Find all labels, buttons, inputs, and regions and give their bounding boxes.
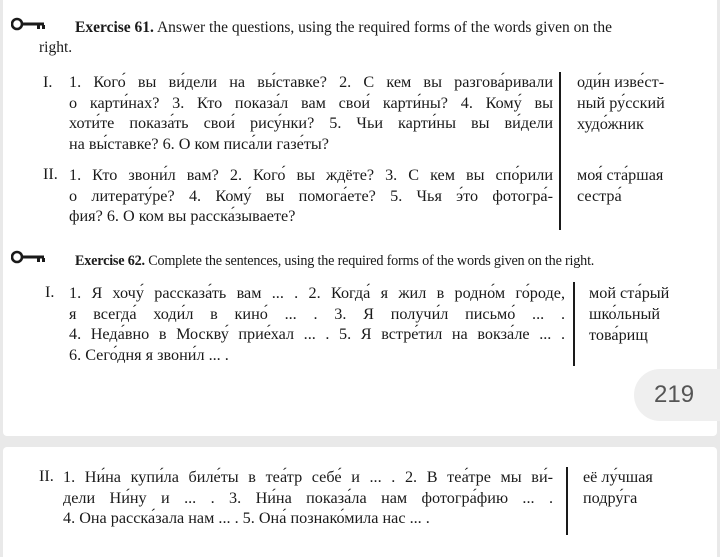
exercise-62-section-1-words (589, 283, 669, 346)
given-word: мой ста́рый (589, 284, 670, 302)
exercise-61-section-2-words (577, 165, 663, 207)
given-word: моя́ ста́ршая (577, 166, 664, 184)
text-line: 4. Неда́вно в Москву́ прие́хал ... . 5. Я встре́тил на вокза́ле ... . (69, 325, 565, 344)
text-line: дели Ни́ну и ... . 3. Ни́на показа́ла нам фотогра́фию ... . (63, 488, 553, 507)
text-line: о литерату́ре? 4. Кому́ вы помога́ете? 5. Чья э́то фотогра́- (69, 186, 553, 205)
given-word: её лу́чшая (583, 468, 653, 486)
textbook-page-bottom (3, 447, 717, 557)
text-line: хоти́те показа́ть свои́ рису́нки? 5. Чьи карти́ны вы ви́дели (69, 114, 553, 133)
text-line: 4. Она расска́зала нам ... . 5. Она́ познако́мила нас ... . (63, 509, 430, 528)
given-word: подру́га (583, 489, 638, 507)
text-line: я всегда́ ходи́л в кино́ ... . 3. Я получи́л письмо́ ... . (69, 304, 565, 323)
text-line: 1. Я хочу́ рассказа́ть вам ... . 2. Когда́ я жил в родно́м го́роде, (69, 284, 565, 302)
given-word: това́рищ (589, 326, 648, 344)
page-number-badge: 219 (634, 369, 720, 421)
exercise-62-title: Exercise 62. (75, 253, 145, 269)
exercise-61-section-1-text (69, 72, 553, 154)
section-roman-numeral: I. (43, 73, 53, 91)
text-line: 1. Кого́ вы ви́дели на вы́ставке? 2. С кем вы разгова́ривали (69, 73, 553, 91)
key-icon (11, 250, 47, 264)
text-line: о карти́нах? 3. Кто показа́л вам свои́ карти́ны? 4. Кому́ вы (69, 93, 553, 112)
text-line: на вы́ставке? 6. О ком писа́ли газе́ты? (69, 134, 329, 153)
exercise-61-instructions: Answer the questions, using the required forms of the words given on the (153, 19, 612, 36)
exercise-62-instructions: Complete the sentences, using the required forms of the words given on the right. (144, 253, 595, 269)
divider-line (559, 72, 561, 230)
given-word: оди́н изве́ст- (577, 73, 665, 91)
exercise-61-heading (75, 18, 715, 38)
section-roman-numeral: II. (43, 165, 58, 183)
key-icon (11, 17, 47, 31)
exercise-62-section-2-text (63, 467, 553, 529)
exercise-61-section-1-words (577, 72, 665, 135)
exercise-61-title: Exercise 61. (75, 19, 154, 36)
exercise-62-section-2-words (583, 467, 653, 509)
exercise-62-section-1-text (69, 283, 565, 365)
text-line: 6. Сего́дня я звони́л ... . (69, 345, 229, 364)
divider-line (566, 467, 568, 535)
exercise-62-heading (75, 251, 715, 271)
textbook-page-top (3, 0, 717, 436)
divider-line (573, 282, 575, 366)
exercise-61-section-2-text (69, 165, 553, 227)
text-line: 1. Ни́на купи́ла биле́ты в теа́тр себе́ и ... . 2. В теа́тре мы ви́- (63, 468, 553, 486)
section-roman-numeral: I. (45, 283, 55, 301)
given-word: худо́жник (577, 115, 644, 133)
given-word: ный ру́сский (577, 94, 665, 112)
exercise-61-heading-line2: right. (39, 39, 73, 56)
text-line: фия? 6. О ком вы расска́зываете? (69, 207, 296, 226)
text-line: 1. Кто звони́л вам? 2. Кого́ вы ждёте? 3. С кем вы спо́рили (69, 166, 553, 184)
section-roman-numeral: II. (39, 467, 54, 485)
given-word: сестра́ (577, 187, 622, 205)
given-word: шко́льный (589, 305, 661, 323)
